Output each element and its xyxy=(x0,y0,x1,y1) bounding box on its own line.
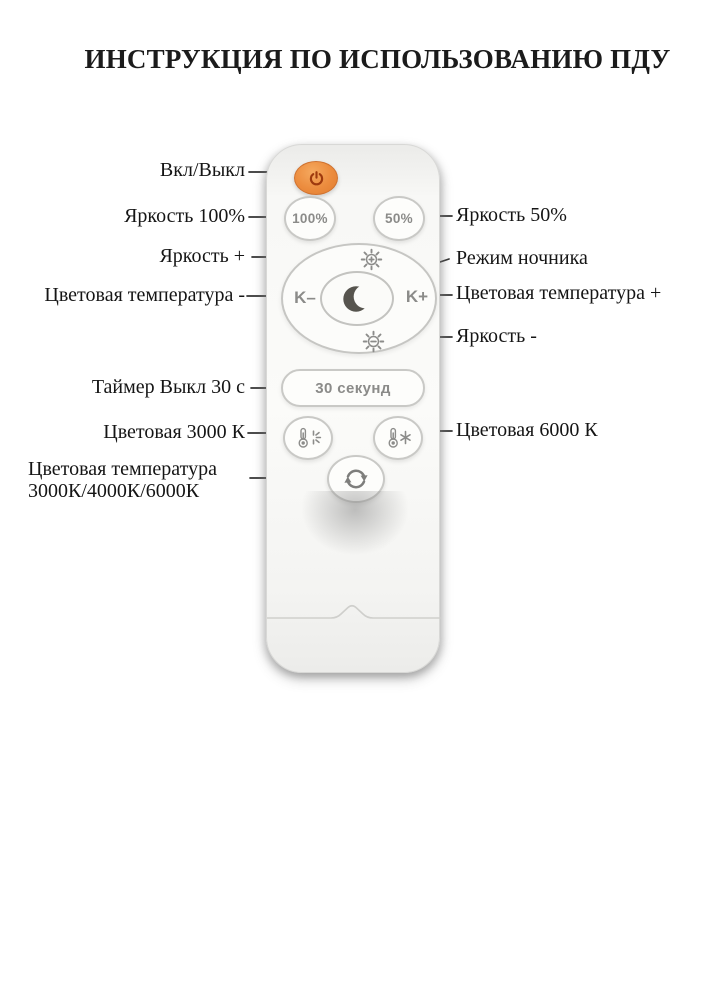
annotation-brightness-100: Яркость 100% xyxy=(124,205,245,227)
color-3000k-button xyxy=(283,416,333,460)
annotation-color-temp-cycle-line2: 3000К/4000К/6000К xyxy=(28,480,200,502)
annotation-brightness-up: Яркость + xyxy=(159,245,245,267)
annotation-color-temp-cycle xyxy=(28,458,258,502)
annotation-brightness-down: Яркость - xyxy=(456,325,537,347)
annotation-color-3000: Цветовая 3000 К xyxy=(103,421,245,443)
brightness-100-button xyxy=(284,196,336,241)
brightness-50-button xyxy=(373,196,425,241)
color-temp-minus-key: K– xyxy=(294,288,316,307)
color-6000k-button xyxy=(373,416,423,460)
cycle-arrows-icon xyxy=(341,464,371,494)
thermometer-cold-icon xyxy=(385,427,412,450)
annotation-color-temp-cycle-line1: Цветовая температура xyxy=(28,458,217,480)
page-title: ИНСТРУКЦИЯ ПО ИСПОЛЬЗОВАНИЮ ПДУ xyxy=(84,44,671,74)
brightness-50-button-label: 50% xyxy=(385,211,413,226)
dpad-ring xyxy=(281,243,437,354)
remote-control xyxy=(266,144,440,673)
timer-30s-button xyxy=(281,369,425,407)
night-mode-button xyxy=(320,271,394,326)
battery-cover-seam xyxy=(267,600,441,624)
annotation-night-mode: Режим ночника xyxy=(456,247,588,269)
annotation-color-temp-minus: Цветовая температура - xyxy=(44,284,245,306)
annotation-timer-off: Таймер Выкл 30 с xyxy=(91,376,245,398)
moon-icon xyxy=(340,282,374,316)
thermometer-warm-icon xyxy=(295,427,322,450)
cycle-arrowhead-right xyxy=(361,475,368,481)
sun-plus-icon xyxy=(360,248,383,271)
annotation-brightness-50: Яркость 50% xyxy=(456,204,567,226)
annotation-color-temp-plus: Цветовая температура + xyxy=(456,282,662,304)
color-temp-plus-key: K+ xyxy=(405,287,429,306)
annotation-color-6000: Цветовая 6000 К xyxy=(456,419,598,441)
power-button xyxy=(294,161,338,195)
button-shadow xyxy=(299,491,411,557)
timer-30s-button-label: 30 секунд xyxy=(315,379,391,397)
sun-minus-icon xyxy=(362,330,385,353)
cycle-arrowhead-left xyxy=(344,477,351,483)
power-icon xyxy=(308,170,325,187)
brightness-100-button-label: 100% xyxy=(292,211,328,226)
annotation-power: Вкл/Выкл xyxy=(159,159,245,181)
